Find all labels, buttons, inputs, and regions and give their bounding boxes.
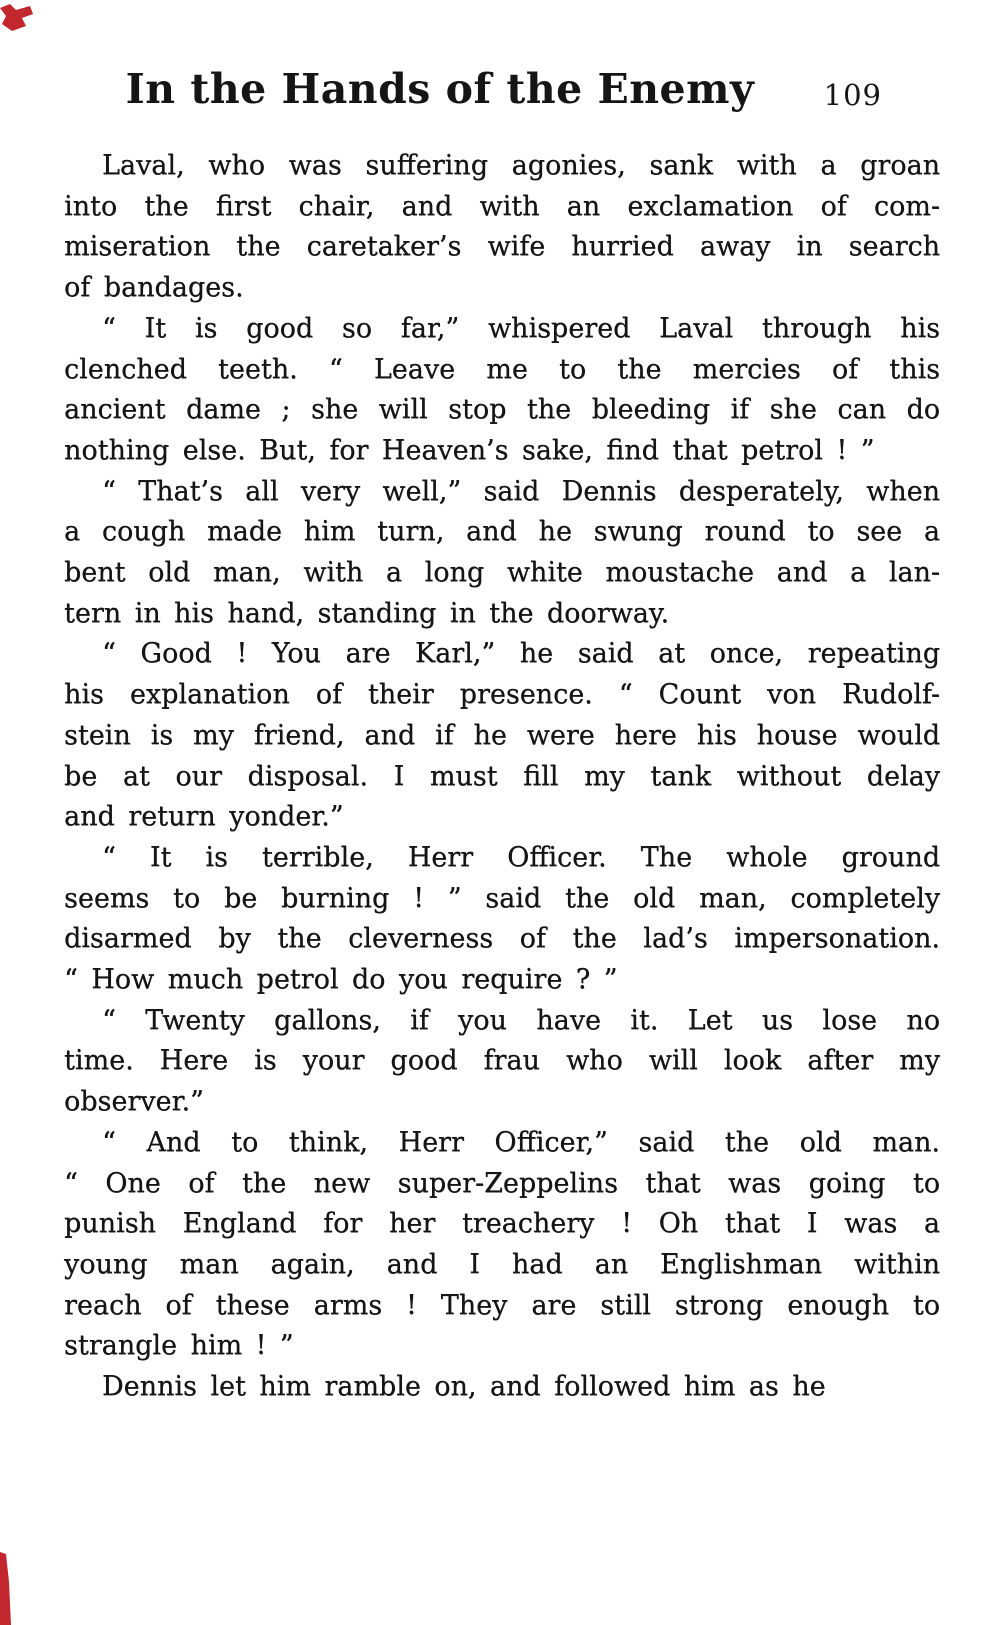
text-line: “ Good ! You are Karl,” he said at once, repeating — [102, 638, 940, 670]
paragraph — [64, 309, 940, 472]
text-line: Laval, who was suffering agonies, sank with a groan — [102, 150, 940, 181]
text-line: “ Twenty gallons, if you have it. Let us lose no — [102, 1004, 940, 1036]
paragraph — [64, 472, 940, 635]
text-line: punish England for her treachery ! Oh that I was a — [64, 1208, 940, 1240]
text-line: ancient dame ; she will stop the bleeding if she can do — [64, 394, 940, 426]
text-line: bent old man, with a long white moustache and a lan- — [64, 557, 940, 589]
text-line: seems to be burning ! ” said the old man, completely — [64, 882, 940, 914]
text-line: “ It is terrible, Herr Officer. The whole ground — [102, 841, 940, 873]
page-number: 109 — [823, 78, 882, 112]
text-line: “ And to think, Herr Officer,” said the old man. — [102, 1126, 940, 1158]
text-line: reach of these arms ! They are still strong enough to — [64, 1289, 940, 1321]
page-header — [0, 0, 1000, 140]
text-line: time. Here is your good frau who will look after my — [64, 1045, 940, 1077]
text-line: of bandages. — [64, 272, 244, 304]
text-line: stein is my friend, and if he were here his house would — [64, 719, 940, 751]
text-line: nothing else. But, for Heaven’s sake, find that petrol ! ” — [64, 434, 875, 466]
text-line: Dennis let him ramble on, and followed him as he — [102, 1371, 826, 1403]
running-header-title: In the Hands of the Enemy — [125, 65, 755, 113]
paragraph — [64, 634, 940, 838]
text-line: clenched teeth. “ Leave me to the mercies of this — [64, 353, 940, 385]
text-line: into the first chair, and with an exclamation of com- — [64, 190, 940, 222]
text-line: tern in his hand, standing in the doorway. — [64, 597, 670, 629]
text-line: disarmed by the cleverness of the lad’s impersonation. — [64, 923, 940, 955]
text-line: a cough made him turn, and he swung round to see a — [64, 516, 940, 548]
text-line: miseration the caretaker’s wife hurried away in search — [64, 231, 940, 263]
text-line: observer.” — [64, 1086, 204, 1118]
text-line: “ One of the new super-Zeppelins that was going to — [64, 1167, 940, 1199]
text-line: his explanation of their presence. “ Count von Rudolf- — [64, 679, 940, 711]
paragraph — [64, 1001, 940, 1123]
text-block — [64, 140, 940, 1408]
text-line: and return yonder.” — [64, 801, 344, 833]
red-ink-mark-bottom — [0, 1552, 12, 1625]
paragraph — [64, 838, 940, 1001]
text-line: “ It is good so far,” whispered Laval through his — [102, 312, 940, 344]
text-line: strangle him ! ” — [64, 1330, 294, 1362]
text-line: “ That’s all very well,” said Dennis desperately, when — [102, 475, 940, 507]
text-line: young man again, and I had an Englishman within — [64, 1248, 940, 1280]
text-line: be at our disposal. I must fill my tank without delay — [64, 760, 940, 792]
paragraph — [64, 1367, 940, 1408]
text-line: “ How much petrol do you require ? ” — [64, 964, 618, 996]
paragraph — [64, 146, 940, 309]
paragraph — [64, 1123, 940, 1367]
